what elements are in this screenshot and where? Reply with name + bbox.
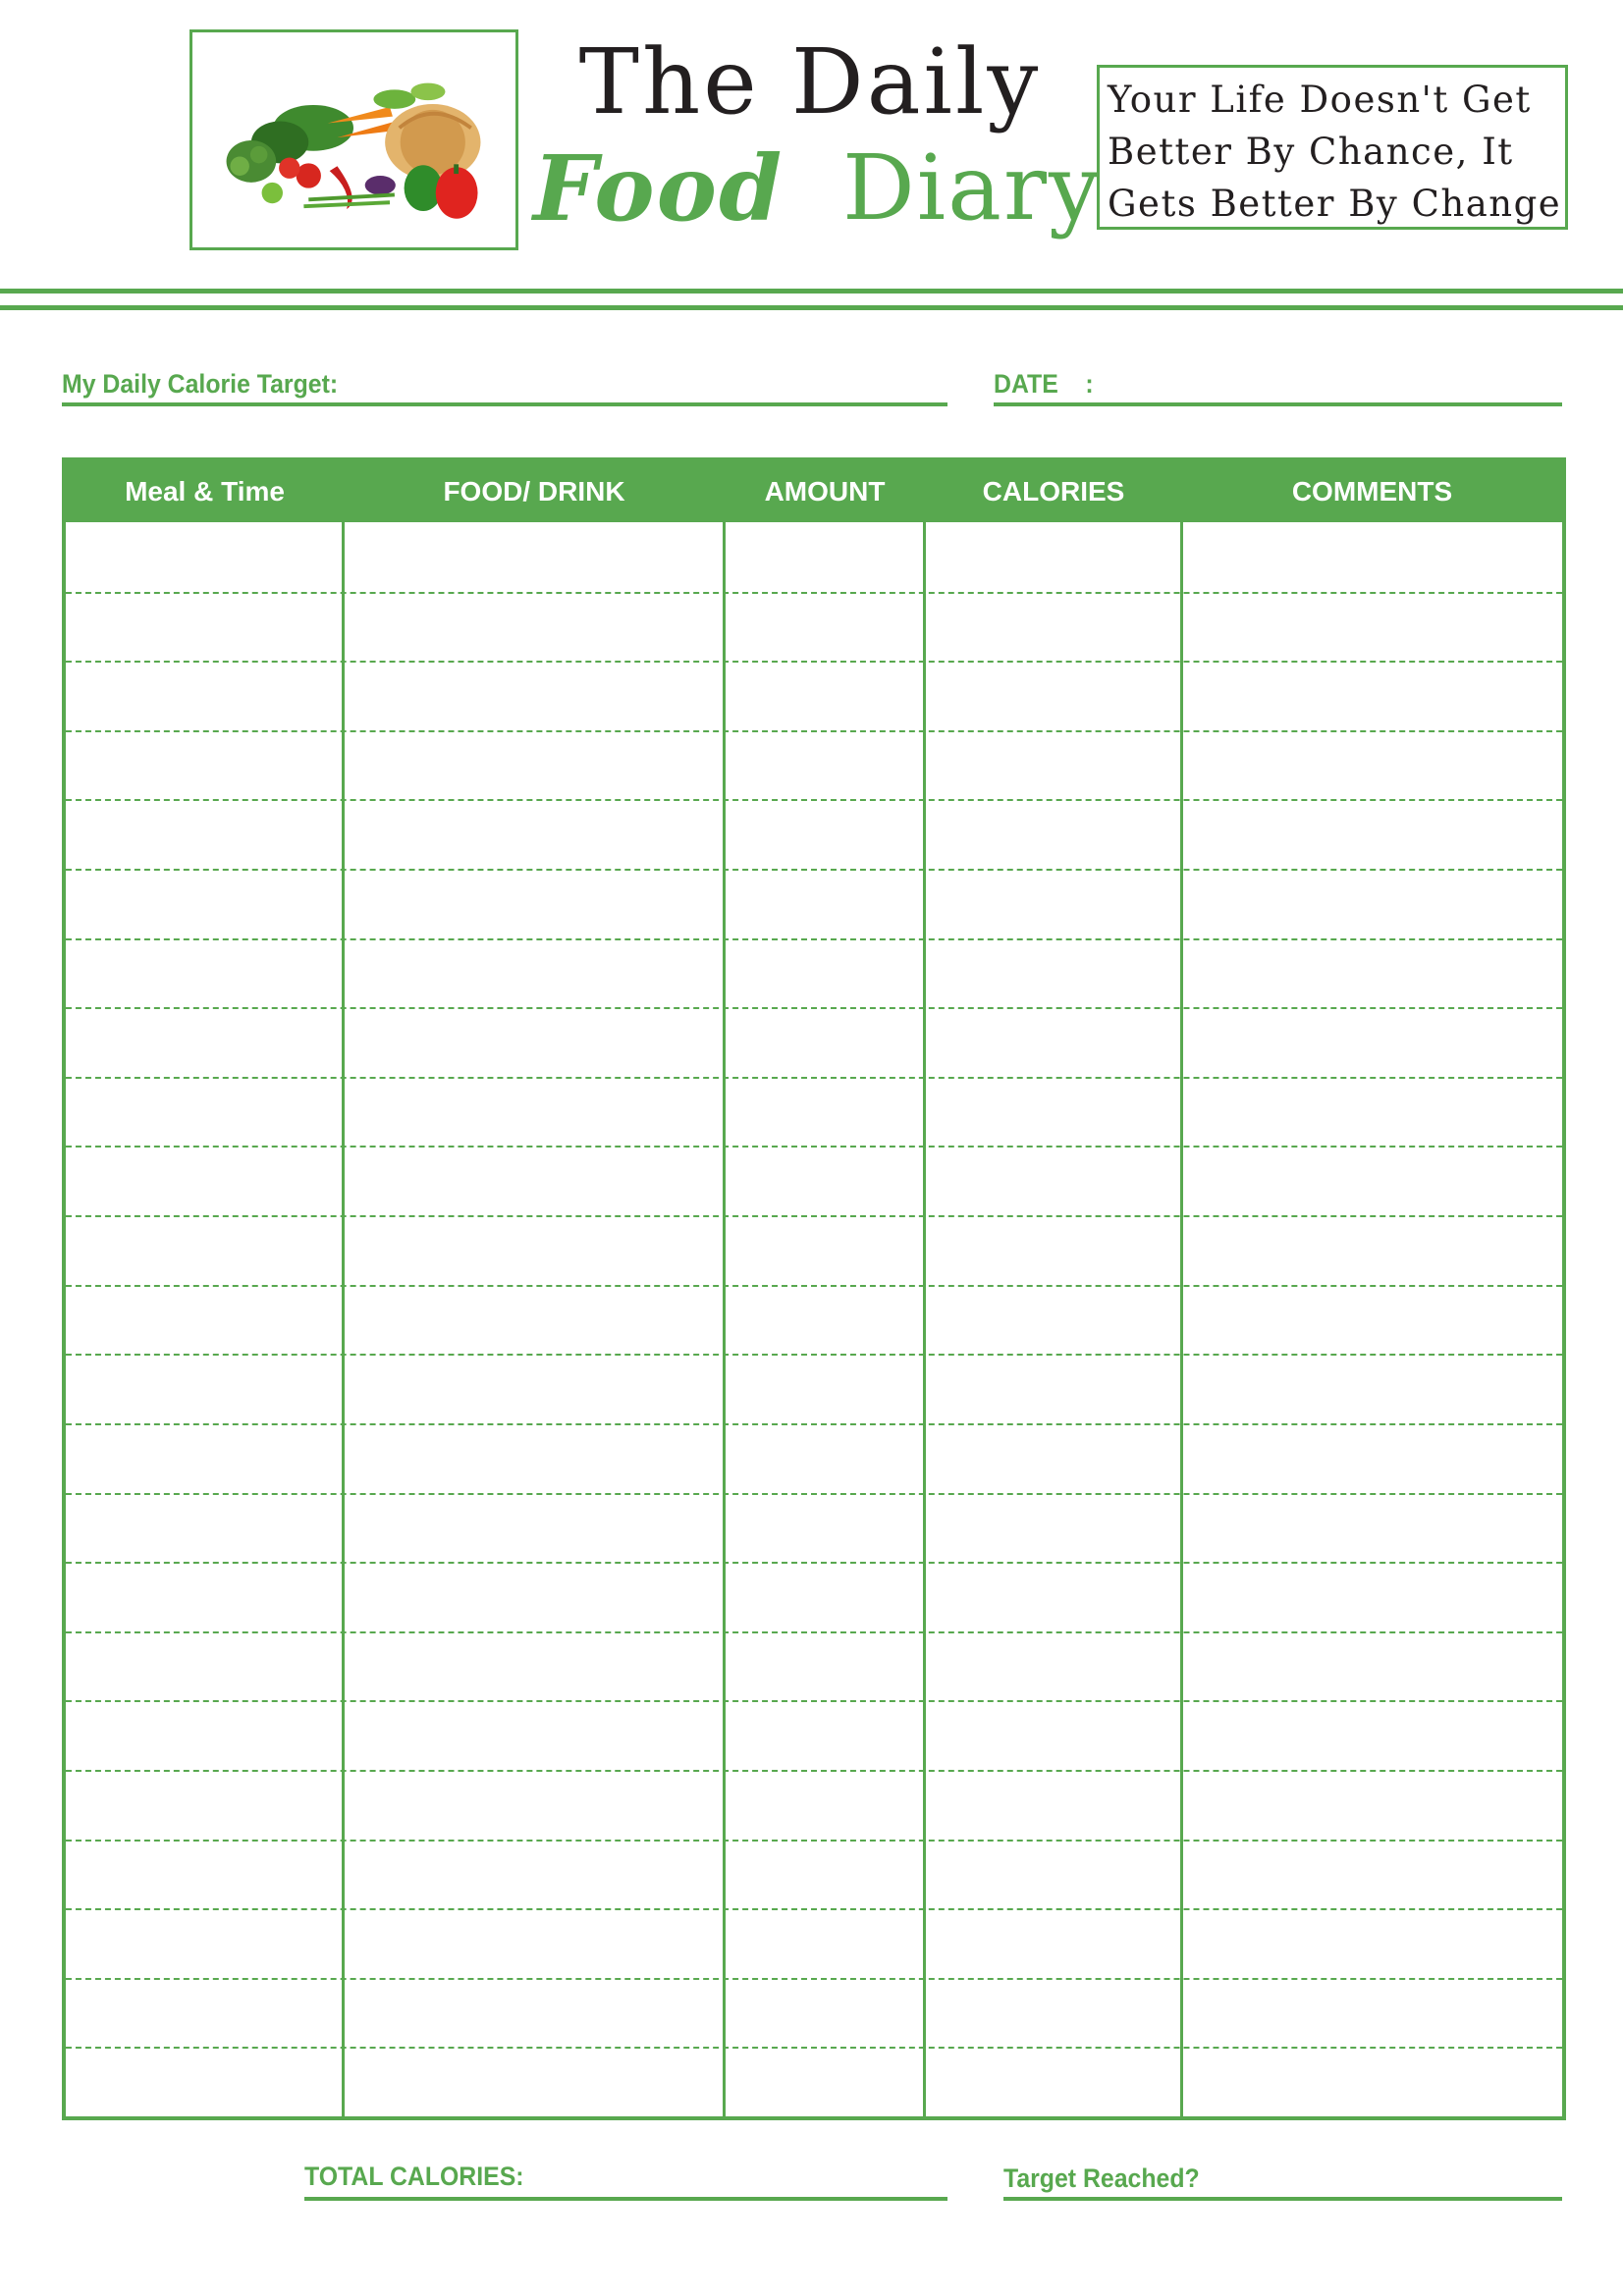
row-separator xyxy=(66,661,1562,663)
row-separator xyxy=(66,730,1562,732)
row-separator xyxy=(66,1007,1562,1009)
vegetables-image xyxy=(189,29,518,250)
column-header-calories: CALORIES xyxy=(982,476,1125,507)
header-divider xyxy=(0,289,1623,310)
column-divider xyxy=(1180,461,1183,2116)
row-separator xyxy=(66,1077,1562,1079)
row-separator xyxy=(66,1146,1562,1148)
date-label: DATE : xyxy=(994,369,1094,399)
column-header-amount: AMOUNT xyxy=(764,476,886,507)
calorie-target-input-line[interactable] xyxy=(62,402,947,406)
quote-line: Your Life Doesn't Get xyxy=(1108,79,1532,121)
column-header-food-drink: FOOD/ DRINK xyxy=(443,476,625,507)
total-calories-label: TOTAL CALORIES: xyxy=(304,2162,524,2191)
date-input-line[interactable] xyxy=(994,402,1562,406)
quote-line: Better By Chance, It xyxy=(1108,131,1514,173)
food-diary-table xyxy=(62,457,1566,2120)
target-reached-input-line[interactable] xyxy=(1003,2197,1562,2201)
table-header xyxy=(66,461,1562,522)
row-separator xyxy=(66,1770,1562,1772)
column-divider xyxy=(342,461,345,2116)
row-separator xyxy=(66,1631,1562,1633)
column-divider xyxy=(923,461,926,2116)
column-header-comments: COMMENTS xyxy=(1291,476,1453,507)
target-reached-label: Target Reached? xyxy=(1003,2163,1200,2193)
total-calories-input-line[interactable] xyxy=(304,2197,947,2201)
row-separator xyxy=(66,1354,1562,1356)
column-divider xyxy=(723,461,726,2116)
title-the-daily: The Daily xyxy=(578,29,1042,134)
row-separator xyxy=(66,799,1562,801)
row-separator xyxy=(66,1978,1562,1980)
row-separator xyxy=(66,2047,1562,2049)
row-separator xyxy=(66,1700,1562,1702)
row-separator xyxy=(66,1562,1562,1564)
title-food: Food xyxy=(533,135,784,241)
row-separator xyxy=(66,1908,1562,1910)
row-separator xyxy=(66,869,1562,871)
row-separator xyxy=(66,1285,1562,1287)
calorie-target-label: My Daily Calorie Target: xyxy=(62,369,339,399)
quote-line: Gets Better By Change xyxy=(1108,183,1562,225)
quote-box xyxy=(1097,65,1568,230)
title-diary: Diary xyxy=(842,135,1102,240)
row-separator xyxy=(66,938,1562,940)
row-separator xyxy=(66,1493,1562,1495)
row-separator xyxy=(66,1423,1562,1425)
row-separator xyxy=(66,592,1562,594)
column-header-meal-time: Meal & Time xyxy=(125,476,285,507)
row-separator xyxy=(66,1840,1562,1842)
row-separator xyxy=(66,1215,1562,1217)
